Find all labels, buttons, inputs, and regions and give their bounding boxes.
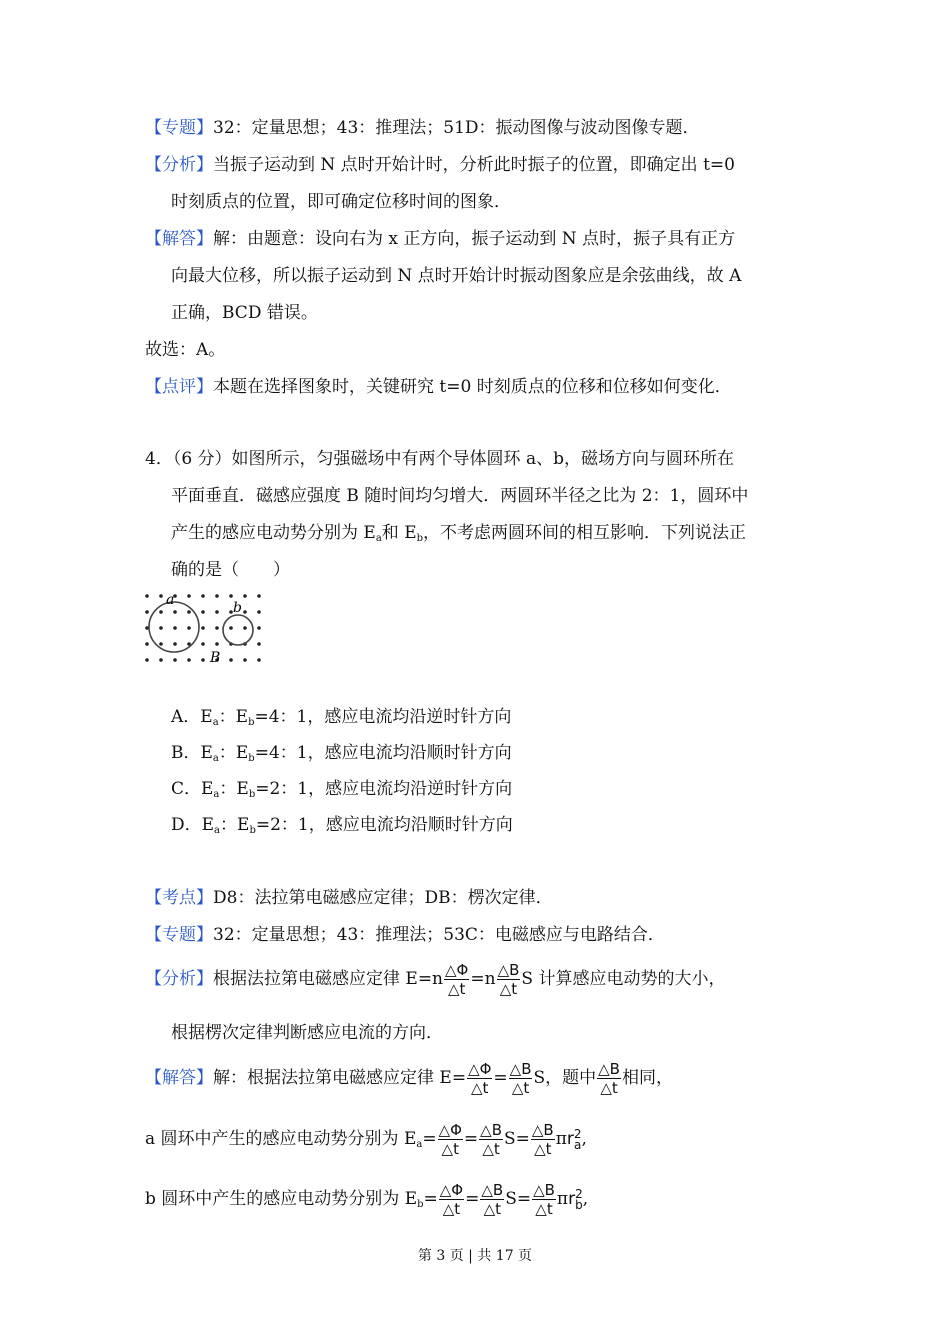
field-dot (187, 626, 191, 630)
jieda-line-2: 向最大位移，所以振子运动到 N 点时开始计时振动图象应是余弦曲线，故 A (171, 266, 742, 286)
den: △t (535, 1200, 553, 1218)
field-dot (201, 594, 205, 598)
opt-post: =2：1，感应电流均沿顺时针方向 (255, 815, 513, 835)
fenxi-tag: 【分析】 (145, 969, 213, 989)
text: a 圆环中产生的感应电动势分别为 E (145, 1129, 417, 1149)
exp: 2 (573, 1126, 582, 1141)
field-dot (173, 610, 177, 614)
field-dot (257, 658, 261, 662)
num: △B (531, 1121, 554, 1139)
field-dot (187, 658, 191, 662)
label-b: b (233, 600, 242, 616)
num: △B (533, 1181, 555, 1199)
num: △B (509, 1060, 532, 1078)
fraction (480, 1181, 504, 1218)
fraction (597, 1060, 621, 1097)
kaodian-text: D8：法拉第电磁感应定律；DB：楞次定律． (213, 888, 553, 908)
den: △t (447, 980, 466, 998)
rsub: b (575, 1197, 583, 1212)
pi: π (556, 1189, 569, 1209)
opt-post: =2：1，感应电流均沿逆时针方向 (255, 779, 513, 799)
zhuanti-text: 32：定量思想；43：推理法；51D：振动图像与波动图像专题． (213, 118, 700, 138)
page-footer: 第 3 页 | 共 17 页 (417, 1248, 533, 1264)
field-dot (243, 658, 247, 662)
jieda-formula-line (145, 1057, 673, 1099)
den: △t (442, 1200, 461, 1218)
sub: a (416, 1139, 423, 1150)
opt-pre: B．E (171, 743, 213, 763)
text: S，题中 (533, 1068, 597, 1088)
opt-mid: ：E (218, 743, 249, 763)
field-dot (159, 626, 163, 630)
num: △B (481, 1181, 504, 1199)
fenxi-text: 当振子运动到 N 点时开始计时，分析此时振子的位置，即确定出 t=0 (213, 155, 735, 175)
fenxi-line (145, 153, 735, 177)
dianping-tag: 【点评】 (145, 377, 213, 397)
text: b 圆环中产生的感应电动势分别为 E (145, 1189, 418, 1209)
sub-b: b (248, 789, 256, 800)
sub-a: a (375, 533, 382, 544)
r-super-sub (573, 1126, 582, 1152)
field-dot (215, 642, 219, 646)
zhuanti-line-2 (145, 923, 665, 947)
field-dot (243, 626, 247, 630)
text: = (422, 1129, 437, 1149)
sub-b: b (248, 753, 255, 764)
opt-pre: A．E (171, 707, 213, 727)
zhuanti-text: 32：定量思想；43：推理法；53C：电磁感应与电路结合． (213, 925, 665, 945)
fraction (479, 1121, 503, 1158)
field-dot (257, 610, 261, 614)
fraction (439, 1181, 464, 1218)
field-dot (201, 610, 205, 614)
dianping-line (145, 375, 732, 399)
field-dot (229, 658, 233, 662)
text: = (465, 1189, 480, 1209)
field-dot (257, 642, 261, 646)
field-dot (145, 658, 149, 662)
rsub: a (574, 1137, 582, 1152)
ring-b (223, 615, 253, 645)
text: S= (504, 1129, 530, 1149)
opt-post: =4：1，感应电流均沿顺时针方向 (254, 743, 512, 763)
sub: b (417, 1199, 424, 1210)
field-dot (173, 626, 177, 630)
field-dot (201, 658, 205, 662)
q4-stem-4: 确的是（ ） (171, 560, 290, 580)
field-dot (243, 594, 247, 598)
den: △t (441, 1140, 459, 1158)
r-super-sub (575, 1186, 583, 1212)
den: △t (471, 1079, 489, 1097)
field-dot (229, 594, 233, 598)
jieda-tag: 【解答】 (145, 229, 213, 249)
pi: π (555, 1129, 567, 1149)
text: 解：根据法拉第电磁感应定律 E= (213, 1068, 467, 1088)
ring-a-emf-line (145, 1118, 587, 1166)
kaodian-line (145, 886, 553, 910)
sub-b: b (249, 825, 256, 836)
num: △Φ (439, 1181, 464, 1199)
field-dot (145, 610, 149, 614)
field-dot (159, 658, 163, 662)
magnetic-field-figure (140, 590, 270, 670)
text: S 计算感应电动势的大小， (521, 969, 726, 989)
r: r (568, 1189, 576, 1209)
sub-a: a (212, 753, 219, 764)
option-a[interactable] (171, 705, 511, 735)
stem-text: 产生的感应电动势分别为 E (171, 523, 376, 543)
den: △t (534, 1140, 552, 1158)
field-dot (187, 610, 191, 614)
den: △t (511, 1079, 530, 1097)
text: = (493, 1068, 508, 1088)
fraction (497, 961, 521, 998)
fraction (444, 961, 469, 998)
jieda-line (145, 227, 735, 251)
option-b[interactable] (171, 741, 512, 771)
field-dot (257, 594, 261, 598)
option-c[interactable] (171, 777, 512, 807)
r: r (566, 1129, 574, 1149)
field-dot (159, 610, 163, 614)
field-dot (145, 594, 149, 598)
field-dot (215, 594, 219, 598)
sub-a: a (214, 825, 221, 836)
num: △B (497, 961, 520, 979)
zhuanti-tag: 【专题】 (145, 118, 213, 138)
label-a: a (166, 592, 175, 608)
field-dot (145, 642, 149, 646)
field-dot (257, 626, 261, 630)
field-dot (215, 626, 219, 630)
field-dot (229, 626, 233, 630)
fenxi-line-2: 时刻质点的位置，即可确定位移时间的图象． (171, 192, 511, 212)
field-dot (173, 658, 177, 662)
q4-stem-2: 平面垂直．磁感应强度 B 随时间均匀增大．两圆环半径之比为 2：1，圆环中 (171, 486, 749, 506)
den: △t (483, 1200, 501, 1218)
option-d[interactable] (171, 813, 513, 843)
jieda-tag: 【解答】 (145, 1068, 213, 1088)
field-dot (201, 642, 205, 646)
opt-pre: C．E (171, 779, 214, 799)
den: △t (600, 1079, 618, 1097)
opt-mid: ：E (219, 779, 249, 799)
label-B: B (210, 650, 221, 666)
q4-stem-1: 4．（6 分）如图所示，匀强磁场中有两个导体圆环 a、b，磁场方向与圆环所在 (145, 449, 734, 469)
num: △Φ (468, 1060, 492, 1078)
sub-b: b (248, 717, 255, 728)
ring-b-emf-line (145, 1178, 588, 1226)
text: = (423, 1189, 438, 1209)
opt-pre: D．E (171, 815, 215, 835)
text: S= (505, 1189, 532, 1209)
field-dot (187, 594, 191, 598)
opt-mid: ：E (218, 707, 249, 727)
opt-mid: ：E (220, 815, 250, 835)
answer-line: 故选：A。 (145, 340, 226, 360)
field-dot (215, 610, 219, 614)
sub-b: b (416, 533, 424, 544)
text: =n (470, 969, 496, 989)
num: △B (598, 1060, 620, 1078)
opt-post: =4：1，感应电流均沿逆时针方向 (254, 707, 512, 727)
fraction (532, 1181, 556, 1218)
den: △t (499, 980, 518, 998)
num: △Φ (445, 961, 469, 979)
q4-stem-3 (171, 521, 746, 551)
field-dot (159, 642, 163, 646)
stem-text: 和 E (381, 523, 417, 543)
zhuanti-line (145, 116, 700, 140)
field-dot (243, 610, 247, 614)
text: , (582, 1189, 589, 1209)
stem-text: ，不考虑两圆环间的相互影响．下列说法正 (423, 523, 747, 543)
jieda-text: 解：由题意：设向右为 x 正方向，振子运动到 N 点时，振子具有正方 (213, 229, 736, 249)
num: △B (480, 1121, 502, 1139)
text: 根据法拉第电磁感应定律 E=n (213, 969, 444, 989)
field-dot (173, 642, 177, 646)
fenxi-line-2: 根据楞次定律判断感应电流的方向． (171, 1023, 443, 1043)
sub-a: a (213, 789, 220, 800)
fraction (509, 1060, 533, 1097)
fraction (438, 1121, 463, 1158)
num: △Φ (438, 1121, 462, 1139)
text: , (581, 1129, 587, 1149)
exp: 2 (575, 1186, 583, 1201)
fenxi-formula-line (145, 958, 725, 1000)
dianping-text: 本题在选择图象时，关键研究 t=0 时刻质点的位移和位移如何变化． (213, 377, 732, 397)
fraction (467, 1060, 492, 1097)
fenxi-tag: 【分析】 (145, 155, 213, 175)
zhuanti-tag: 【专题】 (145, 925, 213, 945)
fraction (531, 1121, 555, 1158)
jieda-line-3: 正确，BCD 错误。 (171, 303, 318, 323)
den: △t (482, 1140, 500, 1158)
sub-a: a (212, 717, 219, 728)
field-dot (201, 626, 205, 630)
kaodian-tag: 【考点】 (145, 888, 213, 908)
text: = (463, 1129, 479, 1149)
field-dot (159, 594, 163, 598)
text: 相同， (621, 1068, 673, 1088)
